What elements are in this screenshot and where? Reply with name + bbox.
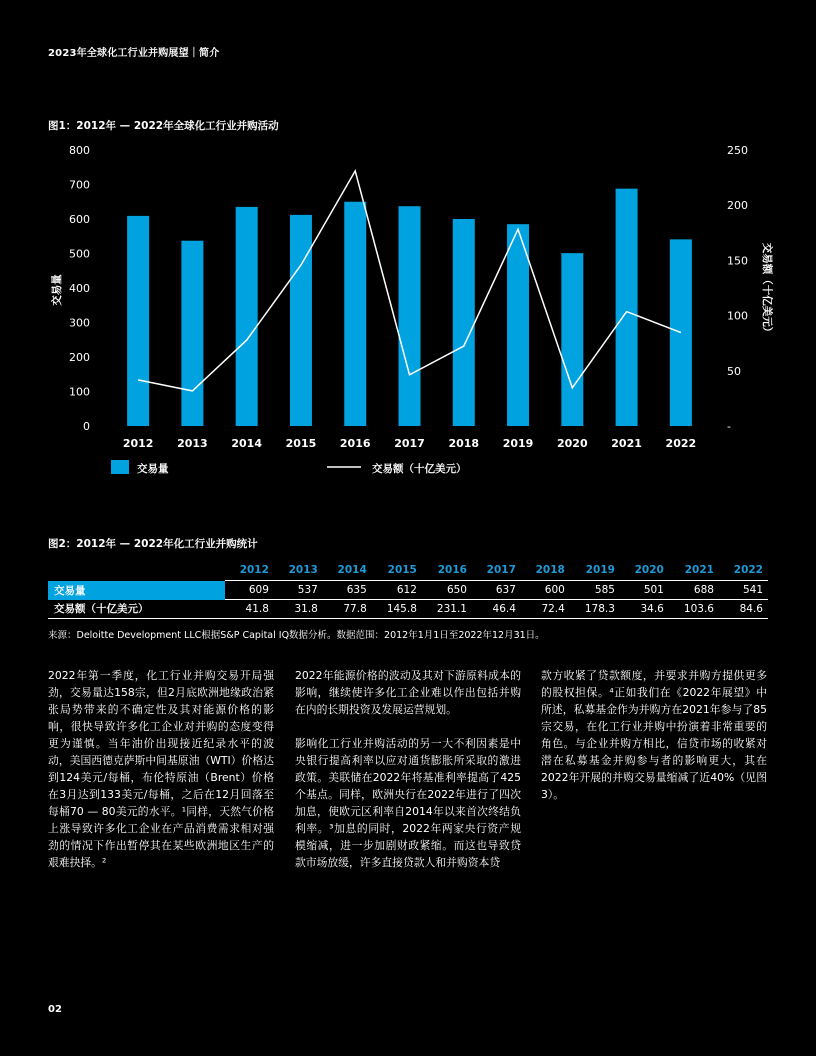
table-cell-2020: 34.6	[620, 600, 669, 619]
page-number: 02	[48, 1004, 62, 1015]
y-tick-left-300: 300	[69, 316, 90, 330]
x-tick-2017: 2017	[394, 437, 425, 450]
table-cell-2013: 537	[274, 581, 323, 600]
x-tick-2022: 2022	[665, 437, 697, 450]
table-cell-2017: 46.4	[472, 600, 521, 619]
y-tick-left-600: 600	[69, 213, 90, 226]
y-tick-right-5: 250	[727, 144, 748, 157]
body-column-2	[295, 667, 521, 888]
table-cell-2016: 650	[422, 581, 472, 600]
x-tick-2021: 2021	[611, 437, 642, 450]
bar-2015	[290, 215, 312, 426]
paragraph: 2022年第一季度，化工行业并购交易开局强劲，交易量达158宗，但2月底欧洲地缘政治紧张局势带来的不确定性及其对能源价格的影响，很快导致许多化工企业对并购的态度变得更为谨慎。当年油价出现接近纪录水平的波动，美国西德克萨斯中间基原油（WTI）价格达到124美元/每桶，布伦特原油（Brent）价格在3月达到133美元/每桶，之后在12月回落至每桶70 — 80美元的水平。¹同样，天然气价格上涨导致许多化工企业在产品消费需求相对强劲的情况下作出暂停其在某些欧洲地区生产的艰难抉择。²	[48, 669, 274, 869]
x-tick-2014: 2014	[231, 437, 262, 450]
x-tick-2018: 2018	[448, 437, 480, 450]
table-cell-2012: 41.8	[225, 600, 274, 619]
table-year-2022: 2022	[733, 564, 763, 576]
x-tick-2019: 2019	[502, 437, 534, 450]
x-tick-2020: 2020	[557, 437, 588, 450]
bar-2014	[236, 207, 258, 426]
bar-2016	[344, 202, 366, 426]
y-axis-label-left: 交易量	[51, 274, 63, 306]
y-tick-right-0: -	[727, 420, 731, 433]
table-cell-2019: 178.3	[570, 600, 620, 619]
table-row-deal-count	[48, 581, 768, 600]
bar-2021	[616, 189, 638, 426]
table-cell-2018: 600	[521, 581, 570, 600]
table-year-2019: 2019	[585, 564, 615, 576]
figure1-title: 图1：2012年 — 2022年全球化工行业并购活动	[48, 120, 279, 132]
table-cell-2017: 637	[472, 581, 521, 600]
table-cell-2014: 635	[323, 581, 372, 600]
table-cell-2022: 84.6	[719, 600, 768, 619]
deal-activity-chart	[0, 130, 816, 490]
running-header: 2023年全球化工行业并购展望｜简介	[48, 48, 220, 59]
table-cell-2022: 541	[719, 581, 768, 600]
y-axis-label-right: 交易额（十亿美元）	[761, 242, 773, 338]
bar-2017	[399, 206, 421, 426]
table-cell-2013: 31.8	[274, 600, 323, 619]
y-tick-right-4: 200	[727, 199, 748, 213]
table-year-2017: 2017	[486, 564, 516, 576]
paragraph: 2022年能源价格的波动及其对下游原料成本的影响，继续使许多化工企业难以作出包括并购在内的长期投资及发展运营规划。	[295, 669, 521, 716]
legend-bar-swatch	[111, 460, 129, 474]
x-tick-2016: 2016	[339, 437, 371, 450]
table-cell-2016: 231.1	[422, 600, 472, 619]
bar-2020	[561, 253, 583, 426]
y-tick-right-1: 50	[727, 364, 741, 378]
table-year-2014: 2014	[337, 564, 367, 576]
table-year-2012: 2012	[239, 564, 269, 576]
y-tick-left-500: 500	[69, 247, 90, 261]
table-year-2018: 2018	[535, 564, 565, 576]
table-cell-2021: 103.6	[669, 600, 719, 619]
table-corner	[48, 560, 225, 581]
figure2-title: 图2：2012年 — 2022年化工行业并购统计	[48, 538, 258, 550]
table-cell-2021: 688	[669, 581, 719, 600]
legend-bar-label: 交易量	[137, 463, 169, 475]
table-cell-2019: 585	[570, 581, 620, 600]
deal-stats-table	[48, 560, 768, 619]
bar-2012	[127, 216, 149, 426]
paragraph: 款方收紧了贷款额度，并要求并购方提供更多的股权担保。⁴正如我们在《2022年展望》中所述，私募基金作为并购方在2021年参与了85宗交易，在化工行业并购中扮演着非常重要的角色。与企业并购方相比，信贷市场的收紧对潜在私募基金并购参与者的影响更大，其在2022年开展的并购交易量缩减了近40%（见图3）。	[541, 669, 767, 801]
y-tick-left-0: 0	[83, 420, 90, 433]
table-year-2016: 2016	[437, 564, 467, 576]
table-row-deal-value	[48, 600, 768, 619]
source-note: 来源：Deloitte Development LLC根据S&P Capital IQ数据分析。数据范围：2012年1月1日至2022年12月31日。	[48, 630, 545, 641]
table-cell-2012: 609	[225, 581, 274, 600]
table-year-2020: 2020	[634, 564, 664, 576]
y-tick-right-2: 100	[727, 309, 748, 323]
y-tick-left-700: 700	[69, 178, 90, 192]
table-cell-2020: 501	[620, 581, 669, 600]
bar-2018	[453, 219, 475, 426]
table-cell-2015: 145.8	[372, 600, 422, 619]
x-tick-2012: 2012	[122, 437, 154, 450]
legend-line-label: 交易额（十亿美元）	[372, 463, 467, 475]
bar-2019	[507, 224, 529, 426]
table-year-2015: 2015	[387, 564, 417, 576]
table-cell-2014: 77.8	[323, 600, 372, 619]
table-cell-2018: 72.4	[521, 600, 570, 619]
table-cell-2015: 612	[372, 581, 422, 600]
body-column-1	[48, 667, 274, 888]
y-tick-left-200: 200	[69, 351, 90, 364]
bar-2013	[181, 241, 203, 426]
body-column-3	[541, 667, 767, 820]
row-label: 交易额（十亿美元）	[48, 600, 225, 619]
x-tick-2013: 2013	[177, 437, 208, 450]
y-tick-left-100: 100	[69, 385, 90, 399]
table-year-2013: 2013	[288, 564, 318, 576]
paragraph: 影响化工行业并购活动的另一大不利因素是中央银行提高利率以应对通货膨胀所采取的激进政策。美联储在2022年将基准利率提高了425个基点。同样，欧洲央行在2022年进行了四次加息，使欧元区利率自2014年以来首次终结负利率。³加息的同时，2022年两家央行资产规模缩减，进一步加剧财政紧缩。而这也导致贷款市场放缓，许多直接贷款人和并购资本贷	[295, 737, 521, 869]
row-label: 交易量	[48, 581, 225, 600]
y-tick-left-800: 800	[69, 144, 90, 157]
y-tick-left-400: 400	[69, 282, 90, 295]
x-tick-2015: 2015	[285, 437, 317, 450]
y-tick-right-3: 150	[727, 254, 748, 268]
table-year-2021: 2021	[684, 564, 714, 576]
